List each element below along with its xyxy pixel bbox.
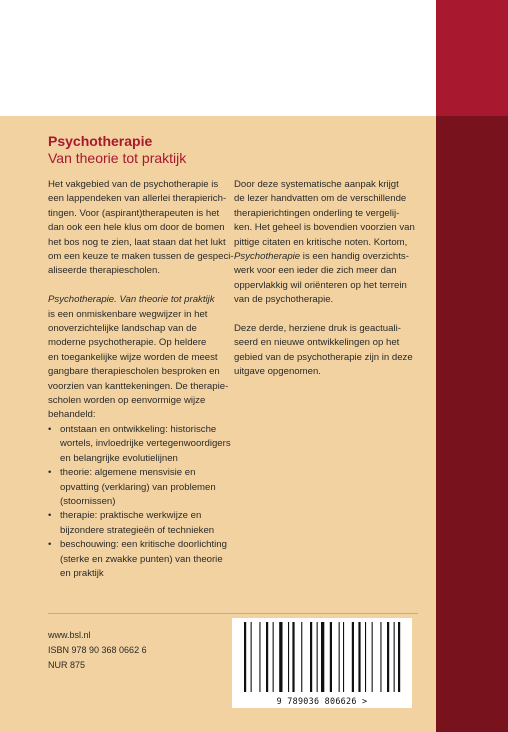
- barcode-bar: [279, 622, 282, 692]
- publication-info: [48, 628, 147, 673]
- barcode-bar: [372, 622, 373, 692]
- barcode-bar: [365, 622, 366, 692]
- book-title: Psychotherapie: [48, 133, 153, 149]
- barcode-bar: [343, 622, 344, 692]
- list-item: • therapie: praktische werkwijze en bijzondere strategieën of technieken: [48, 510, 215, 536]
- barcode-bar: [387, 622, 389, 692]
- intro-paragraph: Het vakgebied van de psychotherapie is een lappendeken van allerlei therapierich- tingen. Voor (aspirant)therapeuten is het dan ook een hele klus om door de bomen het bos nog te zien, laat staan dat het lukt om een keuze te maken tussen de gespeci- aliseerde therapiescholen.: [48, 179, 234, 277]
- barcode-bar: [259, 622, 260, 692]
- barcode-bar: [317, 622, 318, 692]
- wegwijzer-paragraph: Psychotherapie. Van theorie tot praktijk is een onmiskenbare wegwijzer in het onoverzichtelijke landschap van de moderne psychotherapie. Op heldere en toegankelijke wijze worden de meest gangbare therapiescholen besproken en voorzien van kanttekeningen. De therapie- scholen worden op eenvormige wijze behandeld:: [48, 293, 234, 423]
- barcode-bar: [288, 622, 289, 692]
- barcode-bar: [380, 622, 381, 692]
- barcode-bar: [266, 622, 268, 692]
- barcode-bar: [273, 622, 274, 692]
- book-subtitle: Van theorie tot praktijk: [48, 150, 187, 166]
- barcode-bar: [358, 622, 360, 692]
- barcode-bar: [330, 622, 332, 692]
- barcode-bar: [394, 622, 395, 692]
- barcode-bars: [232, 618, 412, 696]
- approach-paragraph: Door deze systematische aanpak krijgt de lezer handvatten om de verschillende therapierichtingen onderling te vergelij- ken. Het geheel is bovendien voorzien van pittige citaten en kritische noten. Kortom, Psychotherapie is een handig overzichts- werk voor een ieder die zich meer dan oppervlakkig wil oriënteren op het terrein van de psychotherapie.: [234, 179, 415, 306]
- barcode-bar: [321, 622, 324, 692]
- list-item: • ontstaan en ontwikkeling: historische wortels, invloedrijke vertegenwoordigers en belangrijke evolutielijnen: [48, 423, 231, 464]
- topics-list: [48, 423, 234, 581]
- list-item: • beschouwing: een kritische doorlichting (sterke en zwakke punten) van theorie en praktijk: [48, 539, 227, 579]
- publisher-website: www.bsl.nl: [48, 630, 91, 640]
- barcode-bar: [398, 622, 400, 692]
- barcode-bar: [301, 622, 302, 692]
- barcode-bar: [292, 622, 294, 692]
- list-item: • theorie: algemene mensvisie en opvatting (verklaring) van problemen (stoornissen): [48, 467, 216, 507]
- spine-top-band: [436, 0, 508, 116]
- barcode-bar: [339, 622, 340, 692]
- barcode-bar: [244, 622, 246, 692]
- edition-paragraph: Deze derde, herziene druk is geactuali- seerd en nieuwe ontwikkelingen op het gebied van de psychotherapie zijn in deze uitgave opgenomen.: [234, 323, 413, 378]
- bullet-icon: •: [48, 510, 52, 522]
- barcode-digits: 9 789036 806626 >: [276, 696, 368, 706]
- bullet-icon: •: [48, 539, 52, 551]
- barcode-bar: [352, 622, 354, 692]
- barcode-bar: [251, 622, 252, 692]
- cover-top-band: [0, 0, 436, 116]
- bullet-icon: •: [48, 423, 52, 435]
- left-text-column: [48, 178, 234, 581]
- spine-bottom-band: [436, 116, 508, 732]
- nur-code: NUR 875: [48, 660, 86, 670]
- isbn-number: ISBN 978 90 368 0662 6: [48, 645, 147, 655]
- footer-divider: [48, 613, 418, 614]
- book-title-italic: Psychotherapie. Van theorie tot praktijk: [48, 294, 215, 306]
- bullet-icon: •: [48, 467, 52, 479]
- isbn-barcode: [232, 618, 412, 708]
- barcode-bar: [310, 622, 312, 692]
- book-title-italic: Psychotherapie: [234, 251, 301, 263]
- right-text-column: [234, 178, 418, 394]
